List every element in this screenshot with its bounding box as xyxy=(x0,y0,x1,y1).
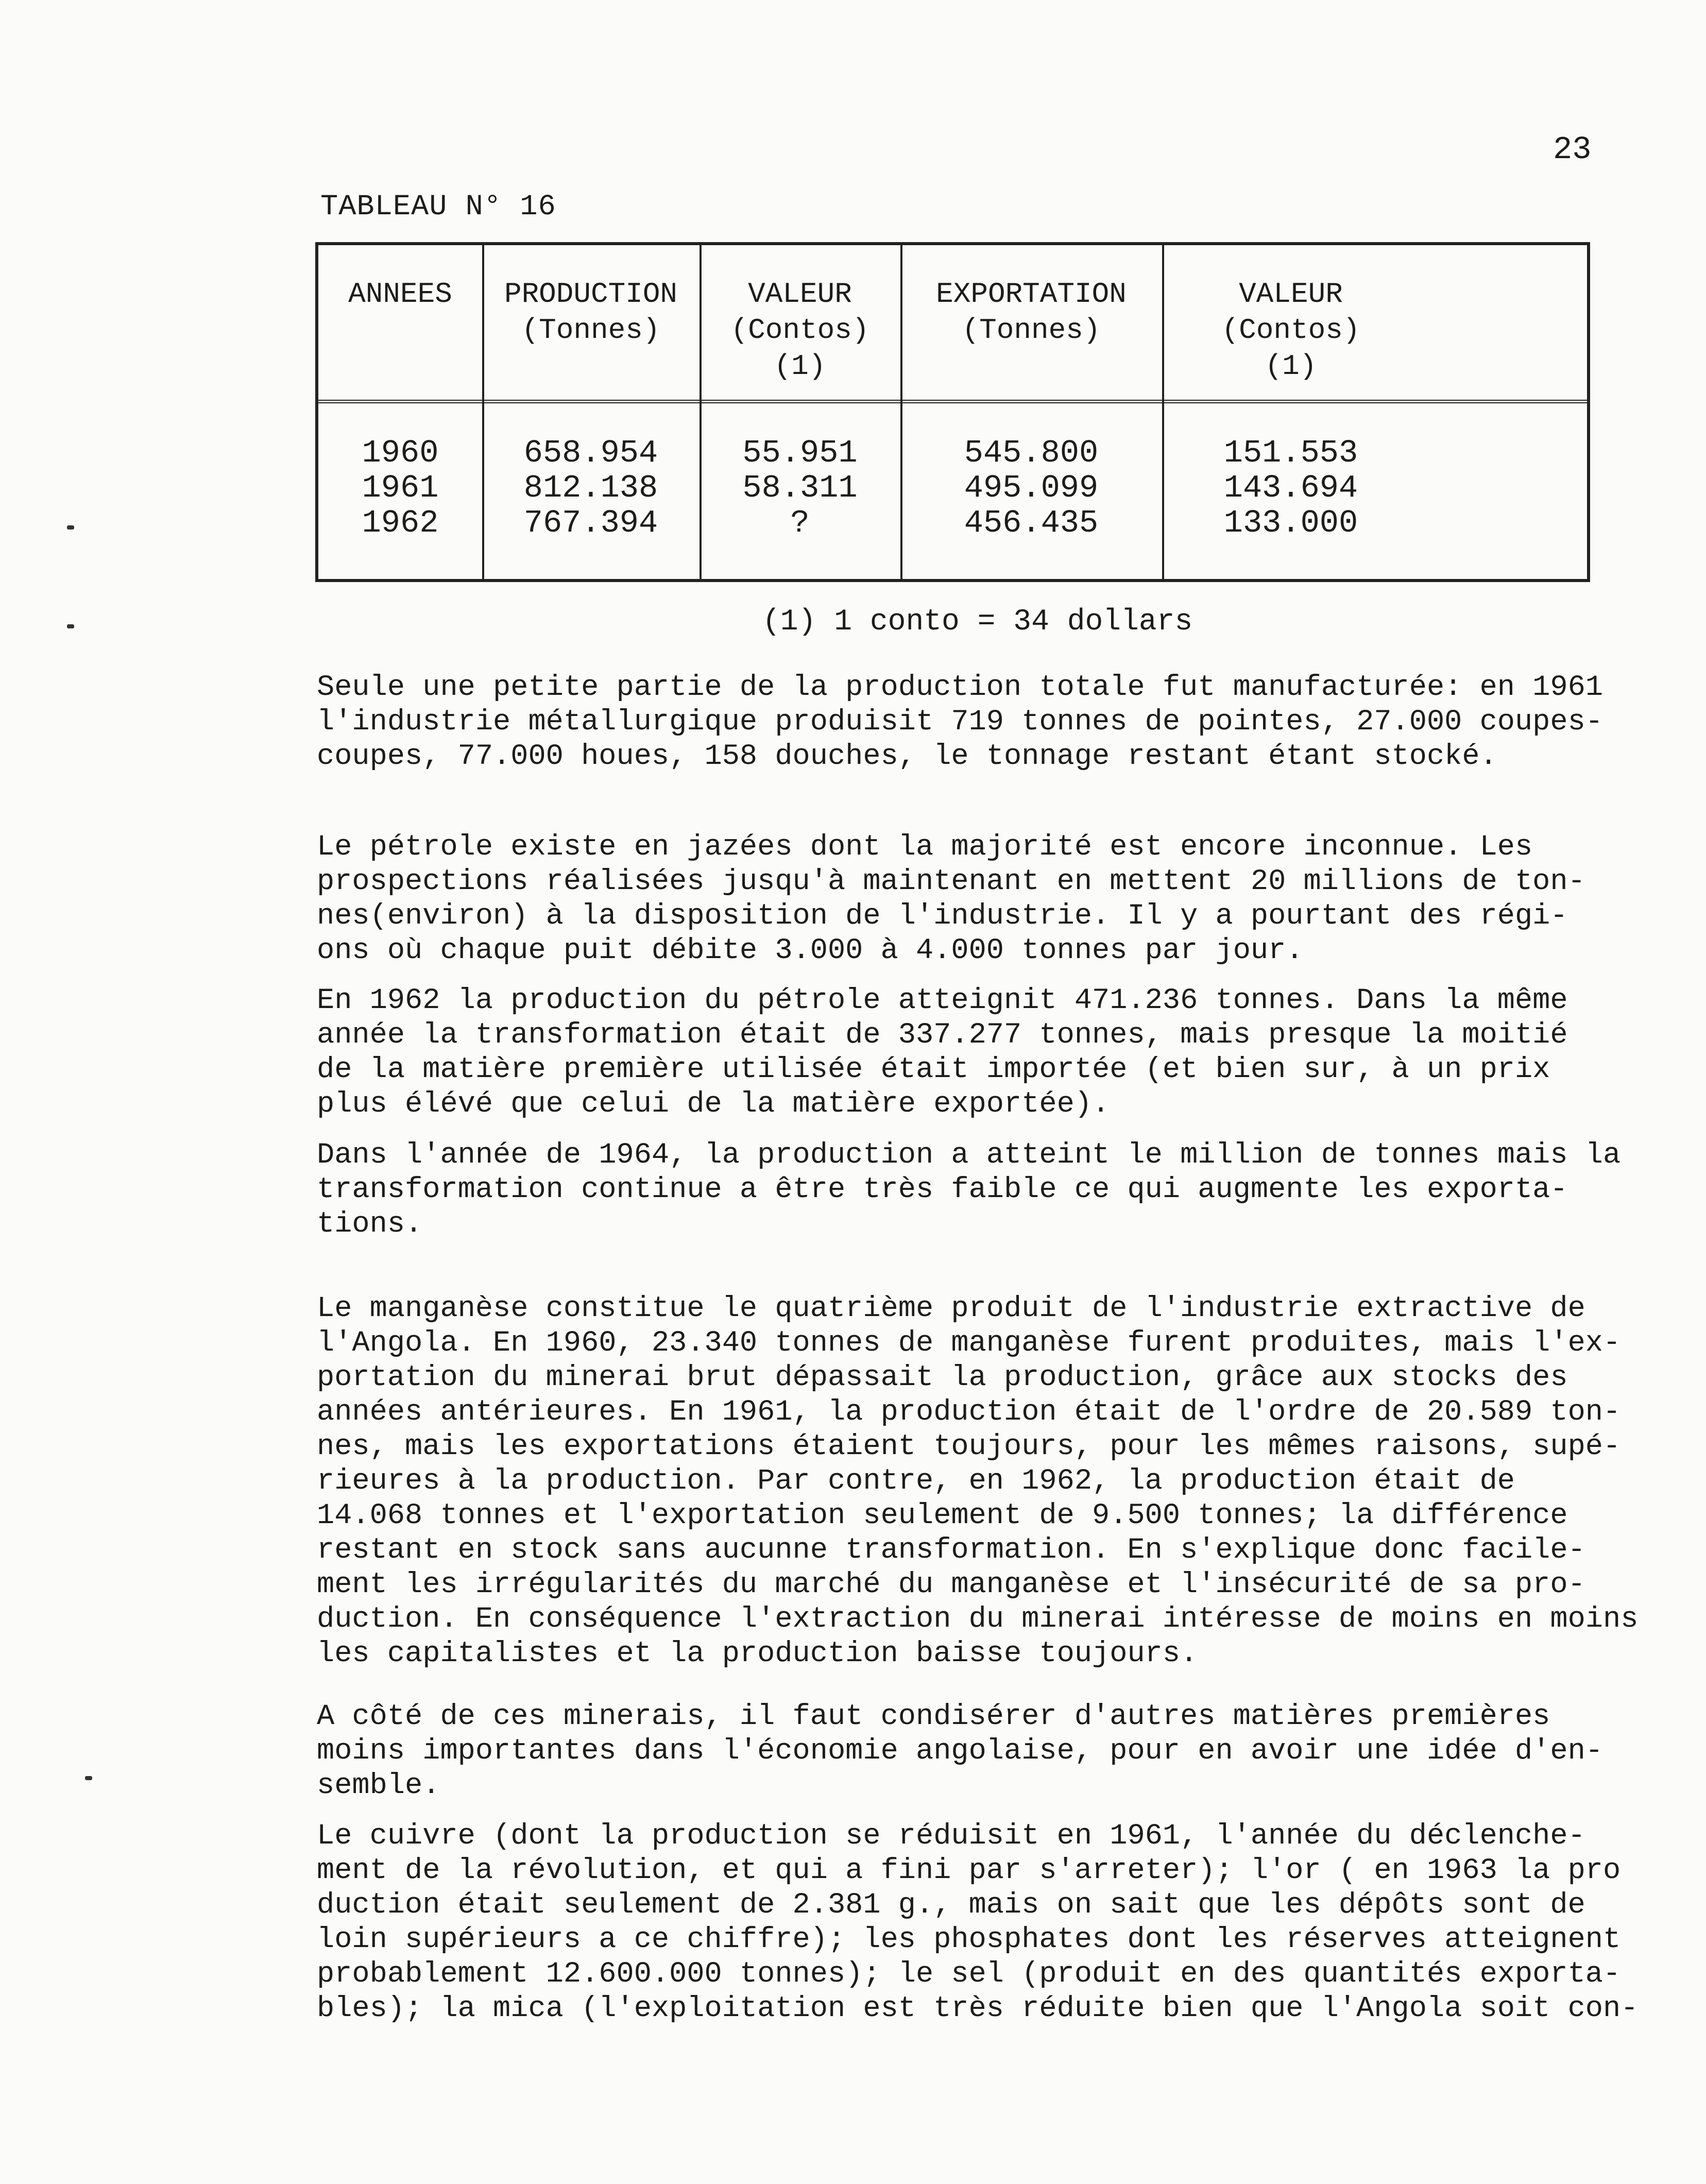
page-number: 23 xyxy=(1553,131,1592,168)
paragraph-cuivre-or: Le cuivre (dont la production se réduisit en 1961, l'année du déclenche- ment de la révolution, et qui a fini par s'arreter); l'or ( en 1963 la pro duction était seulement de 2.381 g., mais on sait que les dépôts sont de loin supérieurs a ce chiffre); les phosphates dont les réserves atteignent probablement 12.600.000 tonnes); le sel (produit en des quantités exporta- bles); la mica (l'exploitation est très réduite bien que l'Angola soit con- xyxy=(317,1820,1639,2025)
paragraph-petrole-1964: Dans l'année de 1964, la production a atteint le million de tonnes mais la transformation continue a être très faible ce qui augmente les exporta- tions. xyxy=(317,1139,1621,1241)
scan-mark xyxy=(67,624,74,628)
paragraph-petrole-reserves: Le pétrole existe en jazées dont la majorité est encore inconnue. Les prospections réalisées jusqu'à maintenant en mettent 20 millions de ton- nes(environ) à la disposition de l'industrie. Il y a pourtant des régi- ons où chaque puit débite 3.000 à 4.000 tonnes par jour. xyxy=(317,831,1585,967)
scan-mark xyxy=(67,525,74,530)
table-cell: 545.800 xyxy=(964,435,1099,471)
table-cell: 1962 xyxy=(362,505,439,541)
table-cell: 1961 xyxy=(362,470,439,506)
header-exportation: EXPORTATION (Tonnes) xyxy=(936,278,1127,347)
table-cell: 812.138 xyxy=(523,470,658,506)
paragraph-petrole-production: En 1962 la production du pétrole atteignit 471.236 tonnes. Dans la même année la transformation était de 337.277 tonnes, mais presque la moitié de la matière première utilisée était importée (et bien sur, à un prix plus élévé que celui de la matière exportée). xyxy=(317,984,1568,1121)
table-cell: 1960 xyxy=(362,435,439,471)
paragraph-manufacture: Seule une petite partie de la production totale fut manufacturée: en 1961 l'industrie métallurgique produisit 719 tonnes de pointes, 27.000 coupes- coupes, 77.000 houes, 158 douches, le tonnage restant étant stocké. xyxy=(317,671,1603,773)
table-cell: 143.694 xyxy=(1223,470,1358,506)
table-cell: 58.311 xyxy=(742,470,858,506)
column-production xyxy=(482,436,700,541)
data-table xyxy=(315,242,1590,582)
column-exportation xyxy=(900,436,1162,541)
header-divider xyxy=(318,400,1587,403)
column-valeur-production xyxy=(700,436,900,541)
column-valeur-exportation xyxy=(1162,436,1420,541)
table-cell: 456.435 xyxy=(964,505,1099,541)
table-title: TABLEAU N° 16 xyxy=(320,191,556,224)
table-cell: ? xyxy=(790,505,810,541)
paragraph-manganese: Le manganèse constitue le quatrième produit de l'industrie extractive de l'Angola. En 1960, 23.340 tonnes de manganèse furent produites, mais l'ex- portation du minerai brut dépassait la production, grâce aux stocks des années antérieures. En 1961, la production était de l'ordre de 20.589 ton- nes, mais les exportations étaient toujours, pour les mêmes raisons, supé- rieures à la production. Par contre, en 1962, la production était de 14.068 tonnes et l'exportation seulement de 9.500 tonnes; la différence restant en stock sans aucunne transformation. En s'explique donc facile- ment les irrégularités du marché du manganèse et l'insécurité de sa pro- duction. En conséquence l'extraction du minerai intéresse de moins en moins les capitalistes et la production baisse toujours. xyxy=(317,1292,1639,1670)
header-production: PRODUCTION (Tonnes) xyxy=(504,278,678,347)
table-cell: 55.951 xyxy=(742,435,858,471)
table-cell: 767.394 xyxy=(523,505,658,541)
column-annees xyxy=(318,436,482,541)
paragraph-autres-matieres: A côté de ces minerais, il faut condisérer d'autres matières premières moins importantes dans l'économie angolaise, pour en avoir une idée d'en- semble. xyxy=(317,1700,1603,1802)
table-cell: 151.553 xyxy=(1223,435,1358,471)
header-valeur-exportation: VALEUR (Contos) (1) xyxy=(1221,278,1360,383)
table-cell: 658.954 xyxy=(523,435,658,471)
scan-mark xyxy=(85,1776,92,1780)
table-footnote: (1) 1 conto = 34 dollars xyxy=(762,605,1193,639)
header-annees: ANNEES xyxy=(348,278,452,311)
table-cell: 133.000 xyxy=(1223,505,1358,541)
header-valeur-production: VALEUR (Contos) (1) xyxy=(730,278,869,383)
table-cell: 495.099 xyxy=(964,470,1099,506)
